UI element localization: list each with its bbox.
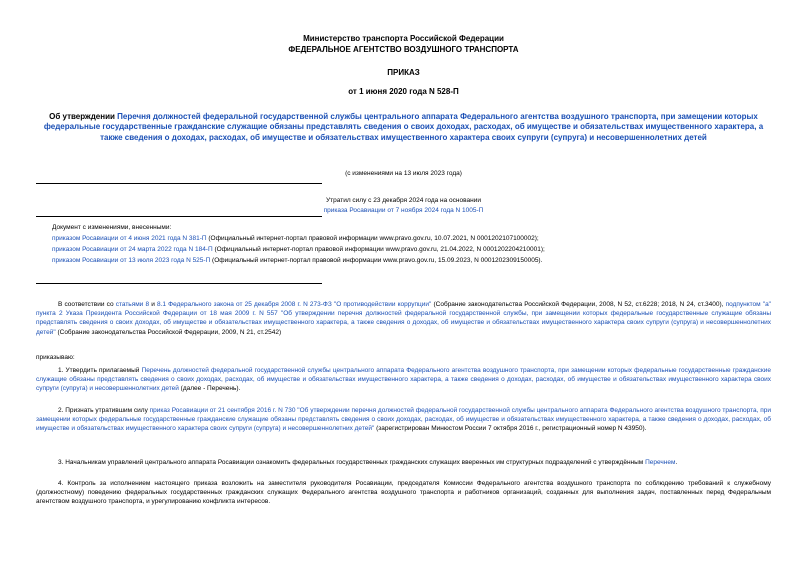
decree-557-link[interactable]: подпунктом "а" пункта 2 Указа Президента Российской Федерации от 18 мая 2009 г. N 557 "Об утверждении перечня должностей федеральной государственной службы, при замещении которых федеральные государственные служащие обязаны представлять сведения о своих доходах, об имуществе и обязательствах имущественного характера, а также сведения о доходах, об имуществе и обязательствах имущественного характера своих супруги (супруга) и несовершеннолетних детей" <box>36 301 771 336</box>
list-link[interactable]: Перечнем <box>645 459 676 466</box>
item-1-text: (далее - Перечень). <box>178 385 241 393</box>
amendment-source: (Официальный интернет-портал правовой информации www.pravo.gov.ru, 21.04.2022, N 0001202204210001); <box>212 246 545 254</box>
document-date-number: от 1 июня 2020 года N 528-П <box>348 87 459 96</box>
item-3 <box>36 458 771 467</box>
document-type: ПРИКАЗ <box>387 68 420 77</box>
item-3-text: 3. Начальникам управлений центрального аппарата Росавиации ознакомить федеральных государственных гражданских служащих вверенных им структурных подразделений с утверждённым <box>58 459 646 466</box>
law-article-8-link[interactable]: статьями 8 <box>115 301 150 308</box>
lost-force-text: Утратил силу с 23 декабря 2024 года на основании <box>326 197 481 204</box>
amendment-item <box>52 233 545 244</box>
amendment-item <box>52 244 545 255</box>
order-730-link[interactable]: приказ Росавиации от 21 сентября 2016 г. N 730 "Об утверждении перечня должностей федеральной государственной службы центрального аппарата Федерального агентства воздушного транспорта, при замещении которых федеральные государственные гражданские служащие обязаны представлять сведения о своих доходах, расходах, об имуществе и обязательствах имущественного характера, а также сведения о доходах, расходах, об имуществе и обязательствах имущественного характера своих супруги (супруга) и несовершеннолетних детей" <box>36 407 771 433</box>
preamble-text: (Собрание законодательства Российской Федерации, 2009, N 21, ст.2542) <box>55 328 282 336</box>
preamble-text: и <box>149 301 157 308</box>
item-3-text: . <box>675 459 678 466</box>
amendment-link[interactable]: приказом Росавиации от 13 июля 2023 года N 525-П <box>52 257 211 265</box>
preamble-text: (Собрание законодательства Российской Федерации, 2008, N 52, ст.6228; 2018, N 24, ст.3400), <box>431 301 726 308</box>
amendment-link[interactable]: приказом Росавиации от 24 марта 2022 года N 184-П <box>52 246 213 254</box>
amendment-item <box>52 255 545 266</box>
law-273-fz-link[interactable]: 8.1 Федерального закона от 25 декабря 2008 г. N 273-ФЗ "О противодействии коррупции" <box>157 301 432 308</box>
amendments-heading: Документ с изменениями, внесенными: <box>52 224 172 231</box>
list-link[interactable]: Перечень должностей федеральной государственной службы центрального аппарата Федерального агентства воздушного транспорта, при замещении которых федеральные государственные гражданские служащие обязаны представлять сведения о своих доходах, расходах, об имуществе и обязательствах имущественного характера, а также сведения о доходах, расходах, об имуществе и обязательствах имущественного характера своих супруги (супруга) и несовершеннолетних детей <box>36 367 772 393</box>
amendment-source: (Официальный интернет-портал правовой информации www.pravo.gov.ru, 15.09.2023, N 0001202309150005). <box>210 257 543 265</box>
preamble-paragraph <box>36 300 771 337</box>
document-title <box>36 112 771 143</box>
ministry-name: Министерство транспорта Российской Федерации <box>303 34 504 43</box>
order-word: приказываю: <box>36 354 75 361</box>
amendment-link[interactable]: приказом Росавиации от 4 июня 2021 года N 381-П <box>52 235 207 243</box>
title-prefix: Об утверждении <box>49 112 118 121</box>
title-link[interactable]: Перечня должностей федеральной государственной службы центрального аппарата Федерального агентства воздушного транспорта, при замещении которых федеральные государственные гражданские служащие обязаны представлять сведения о своих доходах, расходах, об имуществе и обязательствах имущественного характера, а также сведения о доходах, расходах, об имуществе и обязательствах имущественного характера своих супруги (супруга) и несовершеннолетних детей <box>43 112 764 142</box>
document-header <box>0 34 807 56</box>
lost-force-note <box>0 196 807 217</box>
divider-top <box>36 183 322 184</box>
amendments-list <box>52 222 545 266</box>
amendment-source: (Официальный интернет-портал правовой информации www.pravo.gov.ru, 10.07.2021, N 0001202107100002); <box>206 235 539 243</box>
item-2 <box>36 406 771 434</box>
lost-force-link[interactable]: приказа Росавиации от 7 ноября 2024 года N 1005-П <box>323 207 484 215</box>
item-2-text: (зарегистрирован Минюстом России 7 октября 2016 г., регистрационный номер N 43950). <box>374 425 647 433</box>
divider-amendments <box>36 283 322 284</box>
item-4: 4. Контроль за исполнением настоящего приказа возложить на заместителя руководителя Росавиации, председателя Комиссии Федерального агентства воздушного транспорта по соблюдению требований к служебному (должностному) поведению федеральных государственных гражданских служащих Федерального агентства воздушного транспорта и работников организаций, созданных для выполнения задач, поставленных перед Федеральным агентством воздушного транспорта, и урегулированию конфликта интересов. <box>36 480 771 506</box>
preamble-text: В соответствии со <box>58 301 116 308</box>
item-1-text: 1. Утвердить прилагаемый <box>58 367 142 374</box>
item-1 <box>36 366 771 394</box>
agency-name: ФЕДЕРАЛЬНОЕ АГЕНТСТВО ВОЗДУШНОГО ТРАНСПОРТА <box>288 44 519 54</box>
item-2-text: 2. Признать утратившим силу <box>58 407 150 414</box>
changes-note: (с изменениями на 13 июля 2023 года) <box>345 170 462 177</box>
divider-bottom <box>36 216 322 217</box>
